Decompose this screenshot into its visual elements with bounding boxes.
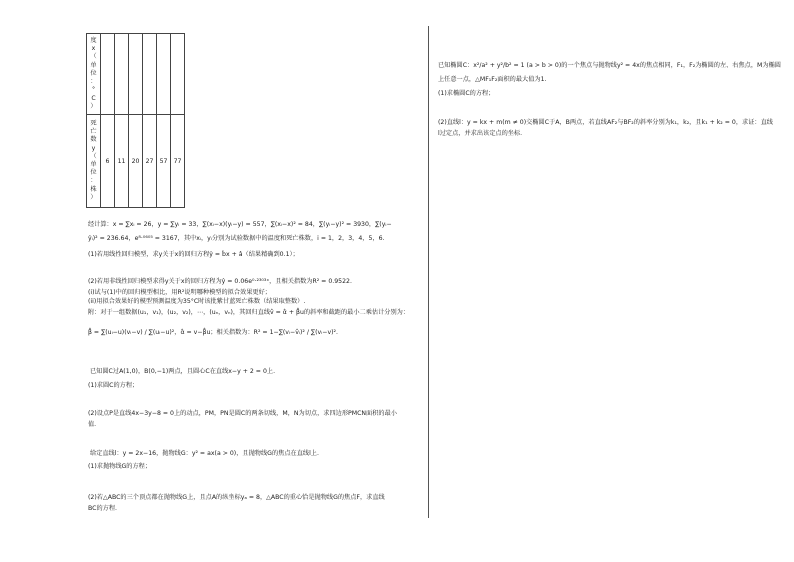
header-char: 数 <box>90 136 97 144</box>
question-text: (1)求圆C的方程； <box>88 382 139 389</box>
header-char: C <box>91 94 96 102</box>
question-text: (1)求椭圆C的方程； <box>438 90 495 97</box>
table-cell <box>115 34 129 115</box>
table-row <box>87 115 185 208</box>
question-text: (2)直线l：y = kx + m(m ≠ 0)交椭圆C于A，B两点，若直线AF₂与BF₂的斜率分别为k₁，k₂，且k₁ + k₂ = 0，求证：直线 <box>438 119 773 126</box>
table-cell <box>129 34 143 115</box>
question-text: (2)若用非线性回归模型求得y关于x的回归方程为ŷ = 0.06e⁰·²³⁰³ˣ，且相关指数为R² = 0.9522. <box>88 278 352 285</box>
problem-intro: 上任意一点，△MF₁F₂面积的最大值为1. <box>438 76 547 83</box>
question-text: (i)试与(1)中的回归模型相比，用R²说明哪种模型的拟合效果更好； <box>88 289 271 296</box>
stats-line: 经计算：x = ∑xᵢ = 26，y = ∑yᵢ = 33，∑(xᵢ−x)(yᵢ−y) = 557，∑(xᵢ−x)² = 84，∑(yᵢ−y)² = 3930，∑(yᵢ− <box>88 221 392 228</box>
data-table <box>86 33 185 208</box>
header-char: 死 <box>90 119 97 127</box>
question-text: (1)若用线性回归模型，求y关于x的回归方程ŷ = b̂x + â（结果精确到0.1）； <box>88 251 299 258</box>
header-char: 位 <box>90 169 97 177</box>
header-char: y <box>91 144 96 152</box>
question-text: (2)设点P是直线4x−3y−8 = 0上的动点，PM，PN是圆C的两条切线，M，N为切点，求四边形PMCN面积的最小 <box>88 410 397 417</box>
table-cell <box>143 34 157 115</box>
question-text: (ii)用拟合效果好的模型预测温度为35°C时该批紫甘蓝死亡株数（结果取整数）. <box>88 298 306 305</box>
header-char: 位 <box>90 69 97 77</box>
header-char: x <box>91 45 96 53</box>
header-char: 株 <box>90 185 97 193</box>
table-cell: 77 <box>171 115 185 208</box>
column-divider <box>428 26 429 518</box>
question-text: l过定点，并求出该定点的坐标. <box>438 130 523 137</box>
table-cell <box>101 34 115 115</box>
header-char: 亡 <box>90 128 97 136</box>
death-count-header-cell <box>87 115 101 208</box>
formula-text: β̂ = ∑(uᵢ−u)(vᵢ−v) / ∑(uᵢ−u)²，α̂ = v−β̂u；相关指数为：R² = 1−∑(vᵢ−v̂ᵢ)² / ∑(vᵢ−v)². <box>88 329 338 336</box>
table-cell: 57 <box>157 115 171 208</box>
header-char: ° <box>91 86 96 94</box>
question-text: 值. <box>88 421 97 428</box>
table-cell: 27 <box>143 115 157 208</box>
problem-intro: 已知椭圆C：x²/a² + y²/b² = 1 (a > b > 0)的一个焦点与抛物线y² = 4x的焦点相同，F₁，F₂为椭圆的左、右焦点，M为椭圆 <box>438 62 781 69</box>
question-text: (1)求抛物线G的方程； <box>88 463 152 470</box>
header-char: ） <box>90 193 97 201</box>
table-cell: 11 <box>115 115 129 208</box>
table-cell: 6 <box>101 115 115 208</box>
header-char: （ <box>90 53 97 61</box>
header-char: 度 <box>90 37 97 45</box>
table-cell: 20 <box>129 115 143 208</box>
stats-line: ŷᵢ)² = 236.64，e⁸·⁰⁶⁰⁵ = 3167，其中xᵢ，yᵢ分别为试验数据中的温度和死亡株数，i = 1，2，3，4，5，6. <box>88 235 385 242</box>
table-row <box>87 34 185 115</box>
table-cell <box>171 34 185 115</box>
table-cell <box>157 34 171 115</box>
question-text: BC的方程. <box>88 505 117 512</box>
header-char: ） <box>90 102 97 110</box>
header-char: 单 <box>90 161 97 168</box>
question-text: (2)若△ABC的三个顶点都在抛物线G上，且点A的纵坐标yₐ = 8，△ABC的重心恰是抛物线G的焦点F，求直线 <box>88 494 385 501</box>
question-text: 附：对于一组数据(u₁，v₁)，(u₂，v₂)，⋯，(uₙ，vₙ)，其回归直线v̂ = α̂ + β̂u的斜率和截距的最小二乘估计分别为： <box>88 309 410 316</box>
header-char: 单 <box>90 61 97 69</box>
header-char: ： <box>90 177 97 185</box>
problem-intro: 给定直线l：y = 2x−16，抛物线G：y² = ax(a > 0)，且抛物线G的焦点在直线l上. <box>90 450 319 457</box>
header-char: ： <box>90 78 97 86</box>
header-char: （ <box>90 152 97 160</box>
problem-intro: 已知圆C过A(1,0)，B(0,−1)两点，且圆心C在直线x−y + 2 = 0上. <box>90 368 276 375</box>
temperature-header-cell <box>87 34 101 115</box>
